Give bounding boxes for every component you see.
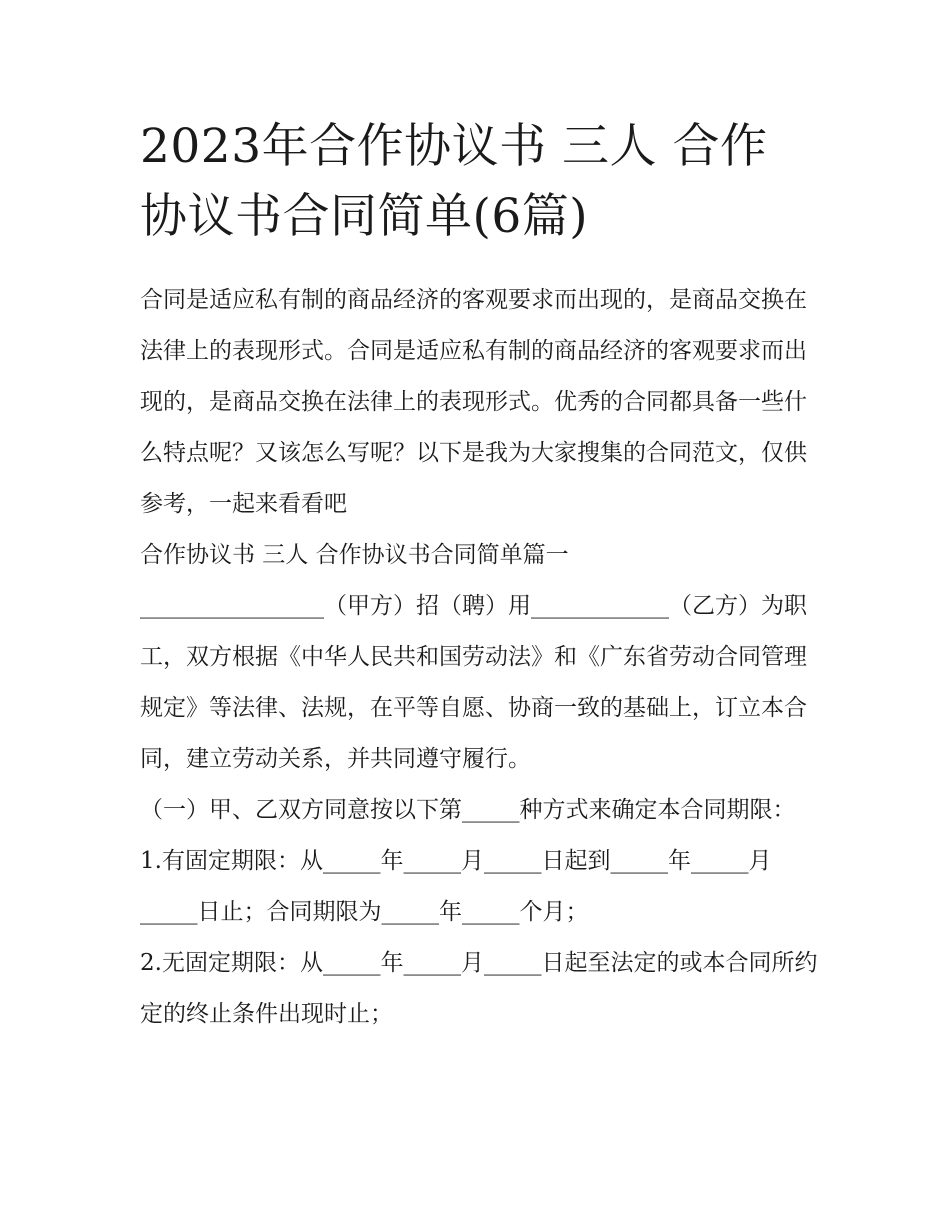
document-title [140, 112, 830, 252]
clause-open-term: 2.无固定期限：从_____年_____月_____日起至法定的或本合同所约定的终止条件出现时止； [140, 950, 818, 1027]
section-heading: 合作协议书 三人 合作协议书合同简单篇一 [140, 542, 569, 568]
contract-preamble: ________________（甲方）招（聘）用____________（乙方）为职工，双方根据《中华人民共和国劳动法》和《广东省劳动合同管理规定》等法律、法规，在平等自愿、协商一致的基础上，订立本合同，建立劳动关系，并共同遵守履行。 [140, 593, 807, 772]
intro-paragraph: 合同是适应私有制的商品经济的客观要求而出现的，是商品交换在法律上的表现形式。合同是适应私有制的商品经济的客观要求而出现的，是商品交换在法律上的表现形式。优秀的合同都具备一些什么特点呢？又该怎么写呢？以下是我为大家搜集的合同范文，仅供参考，一起来看看吧 [140, 287, 807, 517]
clause-term-selection: （一）甲、乙双方同意按以下第_____种方式来确定本合同期限： [140, 797, 796, 823]
document-body [140, 275, 820, 1040]
title-line-1: 2023年合作协议书 三人 合作 [140, 119, 768, 174]
title-line-2: 协议书合同简单(6篇) [140, 189, 589, 244]
clause-fixed-term: 1.有固定期限：从_____年_____月_____日起到_____年_____月_____日止；合同期限为_____年_____个月； [140, 848, 772, 925]
